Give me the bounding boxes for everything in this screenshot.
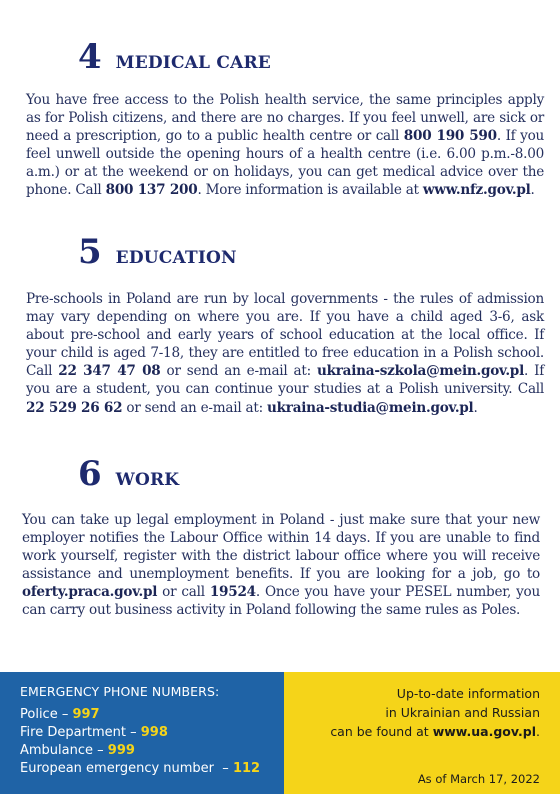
info-line <box>330 722 540 741</box>
emergency-label: Police – <box>20 707 73 722</box>
phone-number: 22 529 26 62 <box>26 399 123 416</box>
ua-gov-link[interactable]: www.ua.gov.pl <box>432 724 537 739</box>
info-panel <box>284 672 560 794</box>
emergency-title: EMERGENCY PHONE NUMBERS: <box>20 684 220 699</box>
paragraph-text: You have free access to the Polish health service, the same principles apply as for Polish citizens, and there are no charges. If you feel unwell, are sick or need a prescription, go to a public health centre or call <box>26 92 544 145</box>
paragraph-text: . More information is available at <box>197 182 423 199</box>
phone-number: 22 347 47 08 <box>58 363 161 380</box>
section-heading-medical-care <box>78 37 271 77</box>
section-title: EDUCATION <box>115 248 237 268</box>
section-title: MEDICAL CARE <box>115 53 271 73</box>
paragraph-text: . <box>530 182 535 199</box>
paragraph-text: . Once you have your PESEL number, you can carry out business activity in Poland following the same rules as Poles. <box>22 584 540 619</box>
emergency-number: 997 <box>72 707 100 722</box>
info-line-text: can be found at <box>330 724 433 739</box>
emergency-number-item <box>20 760 260 778</box>
info-line-text: . <box>536 724 540 739</box>
paragraph-text: or send an e-mail at: <box>160 363 317 380</box>
section-number: 6 <box>78 454 102 494</box>
paragraph-text: Pre-schools in Poland are run by local governments - the rules of admission may vary depending on where you are. If you have a child aged 3-6, ask about pre-school and early years of school education at the local office. If your child is aged 7-18, they are entitled to free education in a Polish school. Call <box>26 291 544 380</box>
medical-care-paragraph <box>26 91 544 200</box>
paragraph-text: or send an e-mail at: <box>122 399 267 416</box>
university-email-link[interactable]: ukraina-studia@mein.gov.pl <box>267 399 474 416</box>
paragraph-text: or call <box>157 584 210 601</box>
section-number: 5 <box>78 232 102 272</box>
emergency-label: Ambulance – <box>20 743 108 758</box>
paragraph-text: . If you feel unwell outside the opening hours of a health centre (i.e. 6.00 p.m.-8.00 a.m.) or at the weekend or on holidays, you can get medical advice over the phone. Call <box>26 128 545 199</box>
emergency-label: European emergency number – <box>20 761 233 776</box>
emergency-numbers-panel <box>0 672 284 794</box>
section-title: WORK <box>115 470 180 490</box>
nfz-website-link[interactable]: www.nfz.gov.pl <box>422 182 531 199</box>
emergency-number-item <box>20 742 260 760</box>
section-number: 4 <box>78 37 102 77</box>
info-text <box>330 684 540 741</box>
phone-number: 800 137 200 <box>105 182 198 199</box>
work-paragraph <box>22 511 540 620</box>
emergency-label: Fire Department – <box>20 725 141 740</box>
emergency-number: 998 <box>140 725 168 740</box>
as-of-date: As of March 17, 2022 <box>417 772 540 786</box>
education-paragraph <box>26 290 544 417</box>
phone-number: 800 190 590 <box>403 128 497 145</box>
school-email-link[interactable]: ukraina-szkola@mein.gov.pl <box>316 363 524 380</box>
emergency-number-list <box>20 706 260 778</box>
emergency-number-item <box>20 706 260 724</box>
info-line: in Ukrainian and Russian <box>385 705 540 720</box>
section-heading-work <box>78 454 180 494</box>
emergency-number: 999 <box>107 743 135 758</box>
job-offers-website-link[interactable]: oferty.praca.gov.pl <box>22 584 158 601</box>
phone-number: 19524 <box>209 584 256 601</box>
paragraph-text: You can take up legal employment in Poland - just make sure that your new employer notifies the Labour Office within 14 days. If you are unable to find work yourself, register with the district labour office where you will receive assistance and unemployment benefits. If you are looking for a job, go to <box>22 512 540 583</box>
info-line: Up-to-date information <box>396 686 540 701</box>
emergency-number-item <box>20 724 260 742</box>
emergency-number: 112 <box>232 761 261 776</box>
footer-banner <box>0 672 560 794</box>
section-heading-education <box>78 232 237 272</box>
paragraph-text: . <box>473 399 478 416</box>
paragraph-text: . If you are a student, you can continue your studies at a Polish university. Call <box>26 363 544 398</box>
